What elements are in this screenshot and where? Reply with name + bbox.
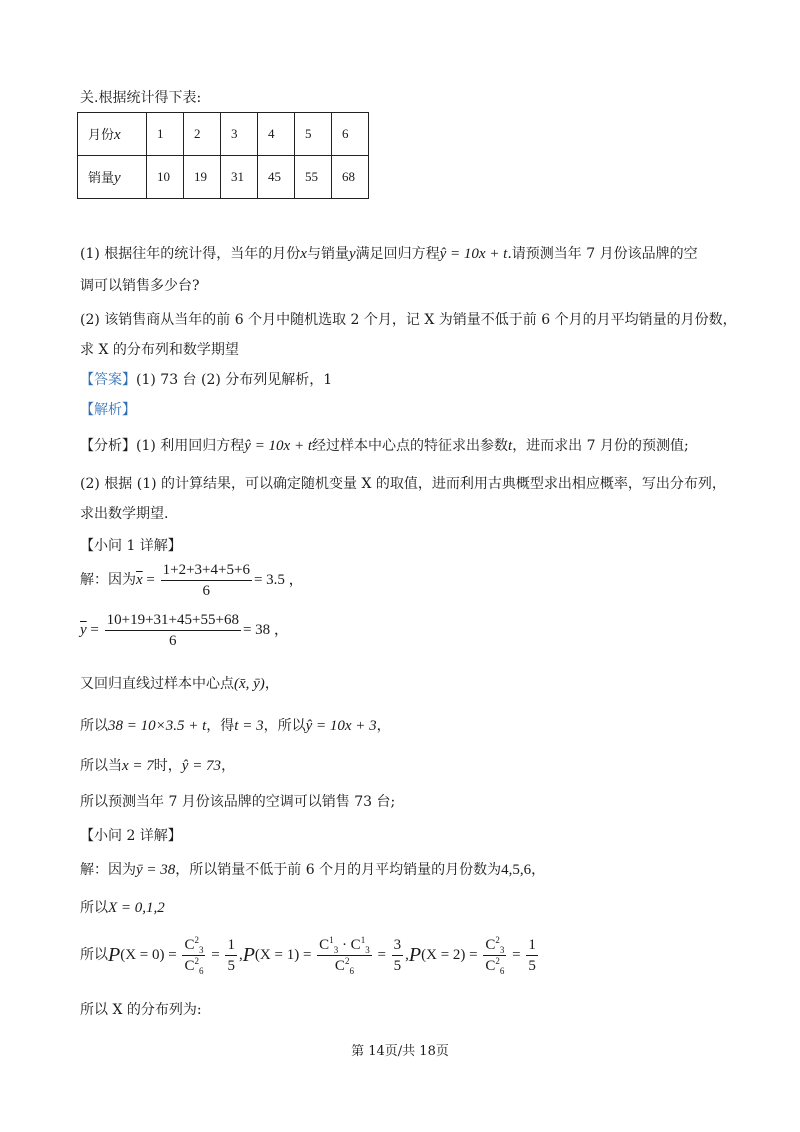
table-cell: 5 (295, 113, 332, 156)
solution-2-line-1: 解：因为ȳ = 38，所以销量不低于前 6 个月的月平均销量的月份数为4,5,6， (80, 862, 546, 878)
ybar-fraction: $\frac{10+19+31+45+55+68}{6}$ (106, 611, 239, 649)
prob-x2-value: $\frac{1}{5}$ (528, 936, 536, 974)
table-row (78, 113, 369, 156)
fenxi-line-2: (2) 根据 (1) 的计算结果，可以确定随机变量 X 的取值，进而利用古典概型求出相应概率，写出分布列， (80, 476, 726, 492)
table-row (78, 156, 369, 199)
prob-x2-comb: $\frac{C^2_3}{C^2_6}$ (485, 934, 505, 976)
question-2-line-1: (2) 该销售商从当年的前 6 个月中随机选取 2 个月，记 X 为销量不低于前 6 个月的月平均销量的月份数， (80, 312, 737, 328)
question-1-line-2: 调可以销售多少台? (80, 278, 200, 294)
prob-x0-comb: $\frac{C^2_3}{C^2_6}$ (184, 934, 204, 976)
prob-x1-comb: $\frac{C^1_3 \cdot C^1_3}{C^2_6}$ (319, 934, 370, 976)
question-1-line-1: (1) 根据往年的统计得，当年的月份x与销量y满足回归方程ŷ = 10x + t.请预测当年 7 月份该品牌的空 (80, 246, 698, 262)
table-cell: 4 (258, 113, 295, 156)
table-cell: 2 (184, 113, 221, 156)
x-values-line: 所以X = 0,1,2 (80, 900, 165, 916)
prob-x0-value: $\frac{1}{5}$ (227, 936, 235, 974)
page-footer: 第 14页/共 18页 (351, 1044, 449, 1059)
subquestion-2-tag: 【小问 2 详解】 (80, 828, 182, 844)
analysis-tag: 【解析】 (80, 402, 136, 418)
prediction-conclusion: 所以预测当年 7 月份该品牌的空调可以销售 73 台; (80, 794, 396, 810)
question-2-line-2: 求 X 的分布列和数学期望 (80, 342, 239, 358)
fenxi-line-1: 【分析】(1) 利用回归方程ŷ = 10x + t经过样本中心点的特征求出参数t，进而求出 7 月份的预测值; (80, 438, 689, 454)
table-cell: 6 (332, 113, 369, 156)
fenxi-tag: 【分析】 (80, 438, 136, 454)
prob-x1-value: $\frac{3}{5}$ (393, 936, 402, 974)
table-cell: 45 (258, 156, 295, 199)
regression-equation: ŷ = 10x + t (439, 246, 508, 262)
table-cell: 19 (184, 156, 221, 199)
answer-tag: 【答案】 (80, 372, 136, 388)
table-cell: 3 (221, 113, 258, 156)
predict-x7-line: 所以当x = 7时，ŷ = 73， (80, 758, 236, 774)
table-cell: 10 (147, 156, 184, 199)
table-cell: 55 (295, 156, 332, 199)
xbar-line: 解：因为$\overline{x}$ = $\frac{1+2+3+4+5+6}{6}$ = 3.5 ， (80, 561, 304, 599)
center-point-line: 又回归直线过样本中心点(x̄, ȳ)， (80, 676, 279, 692)
xbar-fraction: $\frac{1+2+3+4+5+6}{6}$ (162, 561, 250, 599)
probability-line: 所以P(X = 0) = $\frac{C^2_3}{C^2_6}$ = $\frac{1}{5}$ ,P(X = 1) = $\frac{C^1_3 \cdot C^1_3}{C^2_6}$ = $\frac{3}{5}$ ,P(X = 2) = $\frac{C^2_3}{C^2_6}$ = $\frac{1}{5}$ (80, 934, 536, 976)
table-header-month: 月份x (78, 113, 147, 156)
table-cell: 31 (221, 156, 258, 199)
solve-t-line: 所以38 = 10×3.5 + t，得t = 3，所以ŷ = 10x + 3， (80, 718, 391, 734)
table-header-sales: 销量y (78, 156, 147, 199)
statistics-table (77, 112, 369, 199)
answer-line: 【答案】(1) 73 台 (2) 分布列见解析，1 (80, 372, 333, 388)
ybar-line: $\overline{y}$ = $\frac{10+19+31+45+55+68}{6}$ = 38 ， (80, 611, 289, 649)
table-cell: 68 (332, 156, 369, 199)
fenxi-line-3: 求出数学期望. (80, 506, 169, 522)
table-cell: 1 (147, 113, 184, 156)
distribution-line: 所以 X 的分布列为: (80, 1002, 202, 1018)
subquestion-1-tag: 【小问 1 详解】 (80, 538, 182, 554)
intro-text: 关.根据统计得下表: (80, 90, 202, 106)
